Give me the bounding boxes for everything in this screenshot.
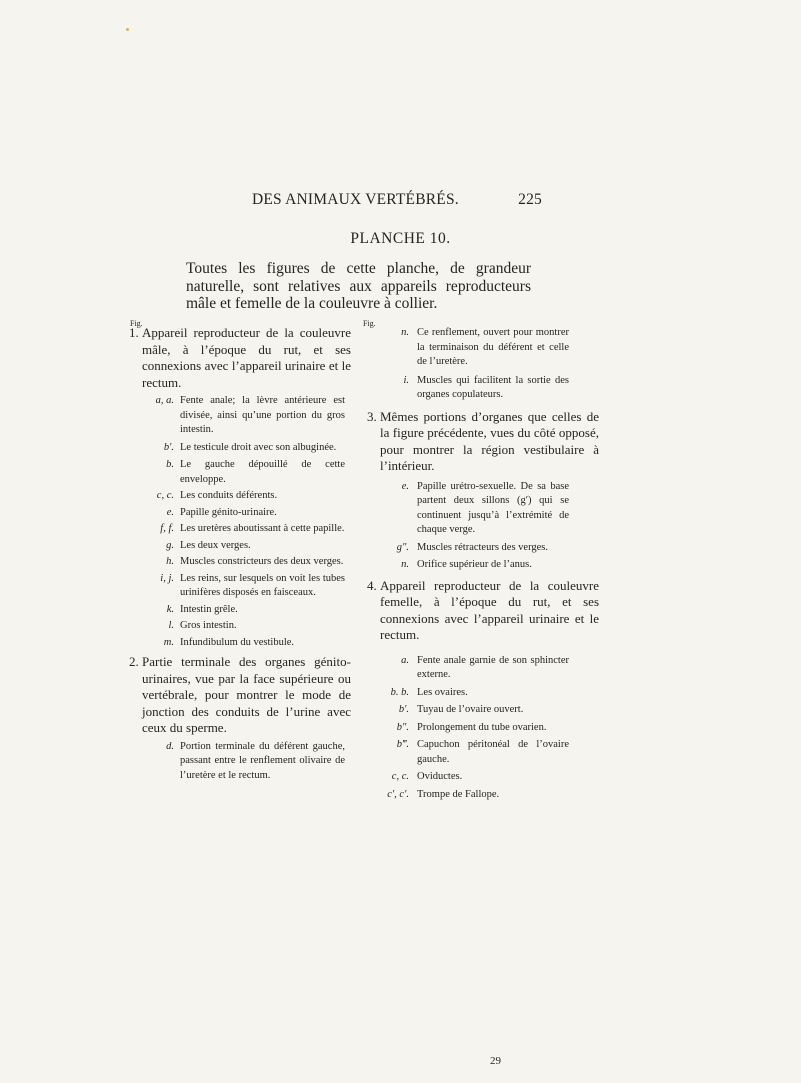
legend-key: l. bbox=[168, 620, 174, 631]
legend-item bbox=[136, 394, 351, 438]
legend-text: Les ovaires. bbox=[417, 686, 468, 698]
legend-key: i. bbox=[403, 374, 409, 386]
legend-text: Les deux verges. bbox=[180, 539, 251, 551]
legend-item bbox=[136, 603, 351, 618]
fig1-legend bbox=[136, 394, 351, 650]
legend-key: a. bbox=[401, 654, 409, 666]
legend-key: b‴. bbox=[396, 739, 409, 750]
legend-text: Muscles qui facilitent la sortie des organes copulateurs. bbox=[417, 374, 569, 400]
legend-key: c, c. bbox=[156, 490, 174, 501]
legend-key: b′. bbox=[398, 704, 409, 715]
legend-text: Capuchon péritonéal de l’ovaire gauche. bbox=[417, 739, 569, 765]
legend-item bbox=[136, 555, 351, 570]
legend-item bbox=[369, 686, 599, 701]
legend-key: e. bbox=[166, 506, 174, 518]
intro-paragraph: Toutes les figures de cette planche, de grandeur naturelle, sont relatives aux appareils reproducteurs mâle et femelle de la couleuvre à collier. bbox=[186, 260, 531, 312]
legend-text: Tuyau de l’ovaire ouvert. bbox=[417, 704, 524, 715]
legend-key: n. bbox=[401, 559, 409, 570]
legend-text: Papille génito-urinaire. bbox=[180, 506, 277, 518]
legend-text: Les uretères aboutissant à cette papille. bbox=[180, 523, 345, 534]
legend-item bbox=[136, 458, 351, 487]
legend-key: b. b. bbox=[390, 686, 409, 698]
legend-text: Le gauche dépouillé de cette enveloppe. bbox=[180, 459, 345, 485]
fig-label: Fig. bbox=[130, 319, 143, 328]
legend-item bbox=[369, 788, 599, 803]
legend-key: e. bbox=[401, 480, 409, 492]
legend-key: b″. bbox=[396, 721, 409, 733]
legend-text: Infundibulum du vestibule. bbox=[180, 636, 295, 648]
fig4-number: 4. bbox=[367, 577, 377, 593]
fig1-entry bbox=[129, 325, 351, 391]
legend-text: Intestin grêle. bbox=[180, 603, 238, 615]
legend-text: Les conduits déférents. bbox=[180, 490, 278, 501]
legend-key: i, j. bbox=[160, 572, 174, 584]
legend-key: g. bbox=[166, 539, 174, 551]
fig3-entry bbox=[367, 408, 599, 475]
fig2-number: 2. bbox=[129, 654, 139, 669]
legend-key: f, f. bbox=[160, 523, 174, 534]
legend-item bbox=[369, 541, 599, 556]
legend-text: Orifice supérieur de l’anus. bbox=[417, 559, 532, 570]
page-number: 225 bbox=[518, 191, 542, 208]
legend-key: g″. bbox=[396, 541, 409, 553]
legend-item bbox=[369, 654, 599, 683]
fig4-entry bbox=[367, 577, 599, 644]
legend-text: Gros intestin. bbox=[180, 620, 237, 631]
fig3-description: Mêmes portions d’organes que celles de la figure précédente, vues du côté opposé, pour montrer la région vestibulaire à l’intérieur. bbox=[380, 408, 599, 473]
legend-item bbox=[369, 326, 599, 370]
legend-key: h. bbox=[166, 556, 174, 567]
legend-text: Fente anale garnie de son sphincter externe. bbox=[417, 654, 569, 680]
legend-item bbox=[136, 539, 351, 554]
legend-item bbox=[369, 703, 599, 718]
fig4-legend bbox=[369, 654, 599, 803]
legend-key: m. bbox=[163, 636, 174, 648]
legend-key: d. bbox=[166, 740, 174, 752]
legend-key: k. bbox=[166, 603, 174, 615]
fig-label: Fig. bbox=[363, 319, 376, 328]
legend-text: Oviductes. bbox=[417, 771, 463, 782]
legend-key: a, a. bbox=[155, 395, 174, 406]
legend-item bbox=[369, 480, 599, 538]
signature-mark: 29 bbox=[490, 1055, 501, 1067]
legend-key: n. bbox=[401, 327, 409, 338]
legend-text: Papille urétro-sexuelle. De sa base partent deux sillons (g′) qui se continuent jusqu’à l’extrémité de chaque verge. bbox=[417, 480, 569, 535]
legend-key: c, c. bbox=[391, 771, 409, 782]
legend-item bbox=[136, 619, 351, 634]
fig1-number: 1. bbox=[129, 325, 139, 340]
legend-text: Muscles constricteurs des deux verges. bbox=[180, 556, 344, 567]
legend-text: Le testicule droit avec son albuginée. bbox=[180, 441, 337, 453]
right-column bbox=[363, 318, 599, 802]
legend-item bbox=[369, 770, 599, 785]
legend-text: Fente anale; la lèvre antérieure est divisée, ainsi qu’une portion du gros intestin. bbox=[180, 395, 345, 435]
fig3-legend bbox=[369, 480, 599, 573]
legend-item bbox=[136, 522, 351, 537]
fig2-legend bbox=[136, 740, 351, 784]
fig2-description: Partie terminale des organes génito-urinaires, vue par la face supérieure ou vertébrale, pour montrer le mode de jonction des conduits de l’urine avec ceux du sperme. bbox=[142, 654, 351, 735]
fig4-description: Appareil reproducteur de la couleuvre femelle, à l’époque du rut, et ses connexions avec l’appareil urinaire et le rectum. bbox=[380, 577, 599, 642]
legend-item bbox=[369, 721, 599, 736]
fig1-description: Appareil reproducteur de la couleuvre mâle, à l’époque du rut, et ses connexions avec l’appareil urinaire et le rectum. bbox=[142, 325, 351, 390]
legend-text: Portion terminale du déférent gauche, passant entre le renflement olivaire de l’uretère et le rectum. bbox=[180, 740, 345, 781]
legend-key: c′, c′. bbox=[387, 788, 409, 800]
legend-item bbox=[369, 558, 599, 573]
running-header-title: DES ANIMAUX VERTÉBRÉS. bbox=[252, 191, 459, 208]
legend-text: Ce renflement, ouvert pour montrer la terminaison du déférent et celle de l’uretère. bbox=[417, 327, 569, 367]
legend-text: Trompe de Fallope. bbox=[417, 788, 500, 800]
legend-item bbox=[136, 506, 351, 521]
legend-key: b′. bbox=[163, 441, 174, 453]
fig3-number: 3. bbox=[367, 408, 377, 424]
fig2-legend-continued bbox=[369, 326, 599, 403]
legend-text: Muscles rétracteurs des verges. bbox=[417, 541, 549, 553]
legend-item bbox=[369, 738, 599, 767]
fig2-entry bbox=[129, 654, 351, 737]
legend-item bbox=[136, 740, 351, 784]
paper-speck bbox=[126, 28, 129, 31]
legend-item bbox=[136, 636, 351, 651]
legend-item bbox=[369, 374, 599, 403]
legend-text: Les reins, sur lesquels on voit les tubes urinifères disposés en faisceaux. bbox=[180, 572, 345, 598]
plate-title: PLANCHE 10. bbox=[350, 230, 451, 247]
legend-item bbox=[136, 489, 351, 504]
legend-item bbox=[136, 572, 351, 601]
legend-key: b. bbox=[166, 459, 174, 470]
legend-text: Prolongement du tube ovarien. bbox=[417, 721, 547, 733]
left-column bbox=[129, 318, 351, 783]
legend-item bbox=[136, 441, 351, 456]
